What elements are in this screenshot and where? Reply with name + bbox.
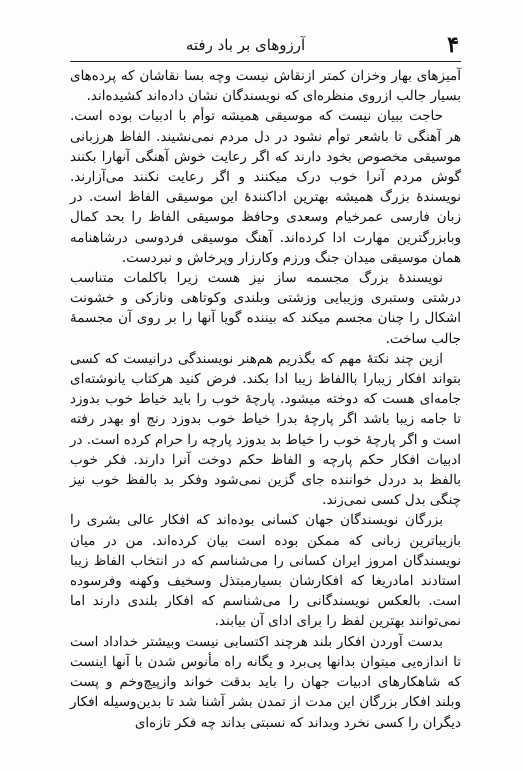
header-divider [70,61,461,62]
page-number: ۴ [447,32,459,58]
paragraph-5: بزرگان نویسندگان جهان کسانی بوده‌اند که افکار عالی بشری را بازیباترین زبانی که ممکن بوده است بیان کرده‌اند. من در میان نویسندگان امروز ایران کسانی را می‌شناسم که در انتخاب الفاظ زیبا استادند امادریغا که افکارشان بسیارمبتذل وسخیف وکهنه وفرسوده است. بالعکس نویسندگانی را می‌شناسم که افکار بلندی دارند اما نمی‌توانند بهترین لفظ را برای ادای آن بیابند. [70,512,461,630]
paragraph-3: نویسندهٔ بزرگ مجسمه ساز نیز هست زیرا باکلمات متناسب درشتی وستبری وزیبایی وزشتی وبلندی وکوتاهی ونازکی و خشونت اشکال را چنان مجسم میکند که بیننده گویا آنها را بر روی آن مجسمهٔ جالب ساخت. [70,270,462,347]
paragraph-2: حاجت ببیان نیست که موسیقی همیشه توأم با ادبیات بوده است. هر آهنگی تا باشعر توأم نشود در دل مردم نمی‌نشیند. الفاظ هرزبانی موسیقی مخصوص بخود دارند که اگر رعایت خوش آهنگی آنهارا بکنند گوش مردم آنرا خوب درک میکنند و اگر رعایت نکنند می‌آزارند. نویسندهٔ بزرگ همیشه بهترین اداکنندهٔ این موسیقی الفاظ است. در زبان فارسی عمرخیام وسعدی وحافظ موسیقی الفاظ را بحد کمال وبابزرگترین مهارت ادا کرده‌اند. آهنگ موسیقی فردوسی درشاهنامه همان موسیقی میدان جنگ ورزم وکارزار وپرخاش و نبردست. [70,108,461,266]
page-body [70,66,461,757]
running-title: آرزوهای بر باد رفته [185,36,306,54]
paragraph-4: ازین چند نکتهٔ مهم که بگذریم هم‌هنر نویسندگی درانیست که کسی بتواند افکار زیبارا باالفاظ زیبا ادا بکند. فرض کنید هرکتاب یانوشته‌ای جامه‌ای هست که دوخته میشود. پارچهٔ خوب را باید خیاط خوب بدوزد تا جامه زیبا باشد اگر پارچهٔ بدرا خیاط خوب بدوزد رنج او بهدر رفته است و اگر پارچهٔ خوب را خیاط بد بدوزد پارچه را حرام کرده است. در ادبیات افکار حکم پارچه و الفاظ حکم دوخت آنرا دارند. فکر خوب بالفظ بد دردل خواننده جای گزین نمی‌شود وفکر بد بالفظ خوب نیز چنگی بدل کسی نمی‌زند. [70,350,461,509]
paragraph-6: بدست آوردن افکار بلند هرچند اکتسابی نیست وبیشتر خداداد است تا اندازه‌یی میتوان بدانها پی‌برد و یگانه راه مأنوس شدن با آنها اینست که شاهکارهای ادبیات جهان را باید بدقت خواند وازپیچ‌وخم و پست وبلند افکار بزرگان این مدت از تمدن بشر آشنا شد تا بدین‌وسیله افکار دیگران را کسی نخرد وبداند که نسبتی بداند چه فکر تازه‌ای [70,633,461,731]
paragraph-1: آمیزهای بهار وخزان کمتر ازنقاش نیست وچه بسا نقاشان که پرده‌های بسیار جالب ازروی منظره‌ای که نویسندگان نشان داده‌اند کشیده‌اند. [70,68,461,105]
page-header [70,22,461,62]
